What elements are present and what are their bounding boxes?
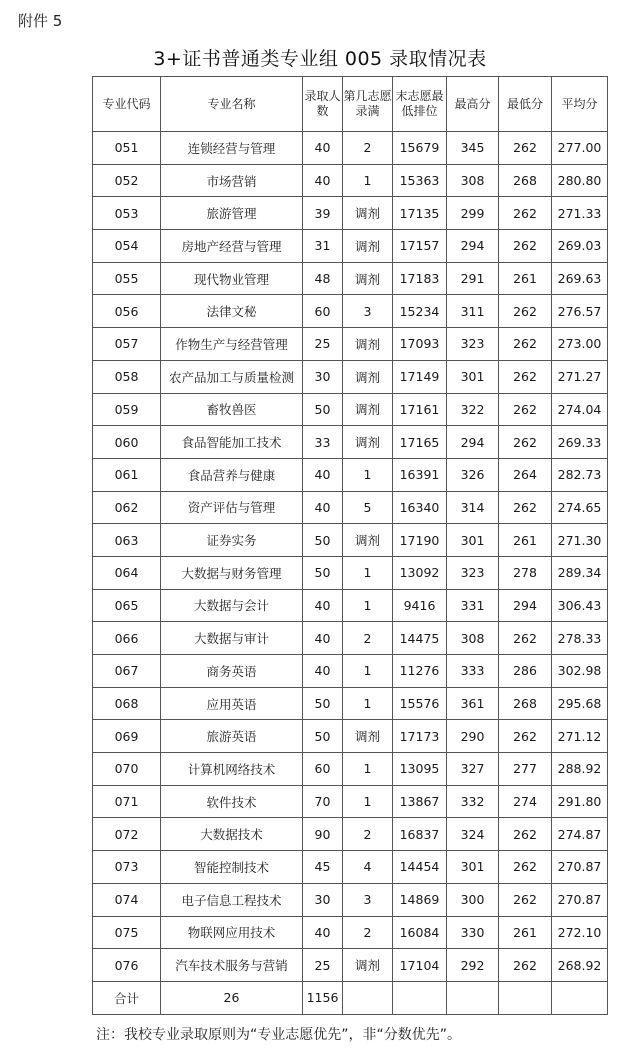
cell-major-name: 作物生产与经营管理	[161, 328, 303, 361]
cell-average-score: 291.80	[552, 785, 608, 818]
cell-lowest-rank: 17190	[393, 524, 447, 557]
table-row	[93, 949, 608, 982]
cell-average-score: 269.63	[552, 262, 608, 295]
cell-major-name: 商务英语	[161, 655, 303, 688]
cell-highest-score: 322	[447, 393, 499, 426]
cell-lowest-rank: 17157	[393, 230, 447, 263]
cell-lowest-rank: 15363	[393, 164, 447, 197]
cell-average-score: 278.33	[552, 622, 608, 655]
empty-cell	[552, 981, 608, 1014]
table-row	[93, 753, 608, 786]
cell-major-name: 软件技术	[161, 785, 303, 818]
total-label: 合计	[93, 981, 161, 1014]
cell-highest-score: 333	[447, 655, 499, 688]
cell-choice-filled: 调剂	[343, 328, 393, 361]
cell-lowest-score: 262	[499, 491, 552, 524]
cell-highest-score: 326	[447, 458, 499, 491]
empty-cell	[343, 981, 393, 1014]
cell-average-score: 272.10	[552, 916, 608, 949]
cell-average-score: 282.73	[552, 458, 608, 491]
cell-major-name: 市场营销	[161, 164, 303, 197]
cell-major-name: 连锁经营与管理	[161, 132, 303, 165]
table-row	[93, 393, 608, 426]
cell-admitted-count: 40	[303, 589, 343, 622]
cell-lowest-score: 262	[499, 818, 552, 851]
cell-average-score: 269.33	[552, 426, 608, 459]
cell-major-code: 064	[93, 556, 161, 589]
cell-lowest-score: 264	[499, 458, 552, 491]
total-row	[93, 981, 608, 1014]
cell-choice-filled: 1	[343, 164, 393, 197]
table-row	[93, 230, 608, 263]
cell-choice-filled: 调剂	[343, 360, 393, 393]
cell-major-code: 060	[93, 426, 161, 459]
cell-major-code: 051	[93, 132, 161, 165]
cell-lowest-score: 262	[499, 295, 552, 328]
cell-choice-filled: 5	[343, 491, 393, 524]
cell-lowest-rank: 16340	[393, 491, 447, 524]
table-row	[93, 360, 608, 393]
table-row	[93, 883, 608, 916]
cell-lowest-rank: 15679	[393, 132, 447, 165]
cell-major-name: 食品智能加工技术	[161, 426, 303, 459]
cell-lowest-score: 262	[499, 720, 552, 753]
cell-choice-filled: 1	[343, 753, 393, 786]
cell-lowest-score: 262	[499, 328, 552, 361]
table-row	[93, 164, 608, 197]
cell-choice-filled: 2	[343, 818, 393, 851]
cell-lowest-rank: 16084	[393, 916, 447, 949]
cell-major-name: 证券实务	[161, 524, 303, 557]
cell-lowest-rank: 17183	[393, 262, 447, 295]
table-row	[93, 262, 608, 295]
cell-choice-filled: 调剂	[343, 393, 393, 426]
cell-major-name: 计算机网络技术	[161, 753, 303, 786]
cell-major-code: 065	[93, 589, 161, 622]
cell-highest-score: 300	[447, 883, 499, 916]
cell-admitted-count: 39	[303, 197, 343, 230]
cell-average-score: 271.33	[552, 197, 608, 230]
cell-lowest-rank: 9416	[393, 589, 447, 622]
cell-lowest-rank: 13867	[393, 785, 447, 818]
cell-admitted-count: 30	[303, 360, 343, 393]
cell-choice-filled: 调剂	[343, 197, 393, 230]
table-row	[93, 589, 608, 622]
cell-average-score: 269.03	[552, 230, 608, 263]
cell-major-name: 大数据与审计	[161, 622, 303, 655]
cell-lowest-score: 262	[499, 622, 552, 655]
empty-cell	[393, 981, 447, 1014]
cell-highest-score: 331	[447, 589, 499, 622]
cell-lowest-score: 277	[499, 753, 552, 786]
cell-choice-filled: 1	[343, 655, 393, 688]
empty-cell	[447, 981, 499, 1014]
cell-major-code: 073	[93, 851, 161, 884]
cell-major-code: 056	[93, 295, 161, 328]
cell-highest-score: 361	[447, 687, 499, 720]
cell-highest-score: 330	[447, 916, 499, 949]
cell-admitted-count: 40	[303, 458, 343, 491]
cell-admitted-count: 33	[303, 426, 343, 459]
table-row	[93, 916, 608, 949]
cell-major-code: 052	[93, 164, 161, 197]
cell-major-code: 057	[93, 328, 161, 361]
table-row	[93, 785, 608, 818]
total-majors: 26	[161, 981, 303, 1014]
cell-choice-filled: 调剂	[343, 524, 393, 557]
cell-highest-score: 314	[447, 491, 499, 524]
cell-average-score: 280.80	[552, 164, 608, 197]
cell-admitted-count: 48	[303, 262, 343, 295]
cell-lowest-score: 262	[499, 393, 552, 426]
cell-choice-filled: 2	[343, 622, 393, 655]
cell-highest-score: 311	[447, 295, 499, 328]
cell-choice-filled: 3	[343, 883, 393, 916]
cell-lowest-rank: 13092	[393, 556, 447, 589]
cell-major-code: 072	[93, 818, 161, 851]
cell-major-name: 农产品加工与质量检测	[161, 360, 303, 393]
footnote: 注：我校专业录取原则为“专业志愿优先”，非“分数优先”。	[96, 1027, 462, 1043]
cell-choice-filled: 1	[343, 785, 393, 818]
cell-admitted-count: 25	[303, 949, 343, 982]
header-lowest-rank: 末志愿最低排位	[393, 77, 447, 132]
cell-lowest-score: 262	[499, 360, 552, 393]
cell-admitted-count: 40	[303, 164, 343, 197]
table-row	[93, 197, 608, 230]
cell-major-code: 053	[93, 197, 161, 230]
cell-major-name: 房地产经营与管理	[161, 230, 303, 263]
cell-major-name: 大数据与财务管理	[161, 556, 303, 589]
cell-admitted-count: 60	[303, 295, 343, 328]
attachment-label: 附件 5	[18, 12, 63, 30]
cell-major-name: 大数据技术	[161, 818, 303, 851]
cell-choice-filled: 1	[343, 556, 393, 589]
cell-admitted-count: 31	[303, 230, 343, 263]
table-body	[93, 132, 608, 982]
cell-major-name: 旅游管理	[161, 197, 303, 230]
table-row	[93, 687, 608, 720]
cell-lowest-rank: 13095	[393, 753, 447, 786]
cell-lowest-score: 274	[499, 785, 552, 818]
cell-major-name: 食品营养与健康	[161, 458, 303, 491]
cell-admitted-count: 60	[303, 753, 343, 786]
table-row	[93, 524, 608, 557]
cell-average-score: 276.57	[552, 295, 608, 328]
cell-lowest-rank: 17104	[393, 949, 447, 982]
cell-lowest-rank: 15576	[393, 687, 447, 720]
cell-lowest-score: 262	[499, 426, 552, 459]
cell-major-code: 069	[93, 720, 161, 753]
cell-lowest-score: 278	[499, 556, 552, 589]
cell-major-name: 汽车技术服务与营销	[161, 949, 303, 982]
cell-admitted-count: 50	[303, 720, 343, 753]
cell-highest-score: 323	[447, 328, 499, 361]
cell-choice-filled: 2	[343, 132, 393, 165]
header-admitted-count: 录取人数	[303, 77, 343, 132]
header-average-score: 平均分	[552, 77, 608, 132]
cell-lowest-rank: 17135	[393, 197, 447, 230]
cell-major-code: 058	[93, 360, 161, 393]
cell-major-code: 063	[93, 524, 161, 557]
page-title: 3+证书普通类专业组 005 录取情况表	[153, 48, 487, 70]
cell-admitted-count: 40	[303, 655, 343, 688]
cell-choice-filled: 1	[343, 458, 393, 491]
header-choice-filled: 第几志愿录满	[343, 77, 393, 132]
cell-major-code: 076	[93, 949, 161, 982]
cell-lowest-score: 286	[499, 655, 552, 688]
cell-highest-score: 308	[447, 622, 499, 655]
cell-admitted-count: 40	[303, 622, 343, 655]
cell-admitted-count: 45	[303, 851, 343, 884]
cell-highest-score: 301	[447, 524, 499, 557]
cell-choice-filled: 1	[343, 687, 393, 720]
cell-admitted-count: 90	[303, 818, 343, 851]
cell-major-code: 071	[93, 785, 161, 818]
cell-average-score: 302.98	[552, 655, 608, 688]
cell-admitted-count: 70	[303, 785, 343, 818]
cell-lowest-rank: 15234	[393, 295, 447, 328]
cell-lowest-rank: 14475	[393, 622, 447, 655]
cell-major-name: 畜牧兽医	[161, 393, 303, 426]
cell-major-name: 物联网应用技术	[161, 916, 303, 949]
cell-major-code: 055	[93, 262, 161, 295]
cell-lowest-score: 262	[499, 883, 552, 916]
table-row	[93, 295, 608, 328]
cell-highest-score: 301	[447, 851, 499, 884]
cell-lowest-rank: 17161	[393, 393, 447, 426]
cell-lowest-rank: 17173	[393, 720, 447, 753]
cell-choice-filled: 调剂	[343, 949, 393, 982]
cell-lowest-rank: 17093	[393, 328, 447, 361]
cell-lowest-score: 268	[499, 164, 552, 197]
cell-highest-score: 292	[447, 949, 499, 982]
cell-major-name: 电子信息工程技术	[161, 883, 303, 916]
header-highest-score: 最高分	[447, 77, 499, 132]
cell-admitted-count: 25	[303, 328, 343, 361]
cell-choice-filled: 1	[343, 589, 393, 622]
cell-admitted-count: 40	[303, 132, 343, 165]
cell-average-score: 271.27	[552, 360, 608, 393]
admission-table	[92, 76, 608, 1015]
header-major-code: 专业代码	[93, 77, 161, 132]
cell-lowest-score: 262	[499, 949, 552, 982]
cell-lowest-score: 262	[499, 132, 552, 165]
table-row	[93, 851, 608, 884]
cell-lowest-score: 294	[499, 589, 552, 622]
cell-major-code: 061	[93, 458, 161, 491]
cell-choice-filled: 调剂	[343, 262, 393, 295]
cell-admitted-count: 40	[303, 916, 343, 949]
cell-choice-filled: 调剂	[343, 426, 393, 459]
cell-admitted-count: 40	[303, 491, 343, 524]
cell-major-name: 智能控制技术	[161, 851, 303, 884]
cell-choice-filled: 4	[343, 851, 393, 884]
cell-highest-score: 294	[447, 230, 499, 263]
table-row	[93, 426, 608, 459]
cell-lowest-score: 261	[499, 524, 552, 557]
table-row	[93, 458, 608, 491]
cell-average-score: 270.87	[552, 851, 608, 884]
cell-admitted-count: 30	[303, 883, 343, 916]
cell-lowest-score: 262	[499, 197, 552, 230]
cell-average-score: 270.87	[552, 883, 608, 916]
table-row	[93, 818, 608, 851]
cell-major-code: 059	[93, 393, 161, 426]
cell-major-name: 旅游英语	[161, 720, 303, 753]
cell-highest-score: 294	[447, 426, 499, 459]
header-lowest-score: 最低分	[499, 77, 552, 132]
cell-major-code: 075	[93, 916, 161, 949]
cell-admitted-count: 50	[303, 393, 343, 426]
cell-choice-filled: 2	[343, 916, 393, 949]
cell-lowest-rank: 14869	[393, 883, 447, 916]
cell-lowest-rank: 14454	[393, 851, 447, 884]
cell-major-code: 062	[93, 491, 161, 524]
cell-lowest-rank: 16391	[393, 458, 447, 491]
cell-major-name: 大数据与会计	[161, 589, 303, 622]
cell-average-score: 274.87	[552, 818, 608, 851]
cell-highest-score: 299	[447, 197, 499, 230]
cell-average-score: 277.00	[552, 132, 608, 165]
cell-average-score: 274.65	[552, 491, 608, 524]
total-students: 1156	[303, 981, 343, 1014]
header-major-name: 专业名称	[161, 77, 303, 132]
cell-highest-score: 291	[447, 262, 499, 295]
table-row	[93, 720, 608, 753]
cell-lowest-score: 261	[499, 262, 552, 295]
cell-average-score: 289.34	[552, 556, 608, 589]
header-row	[93, 77, 608, 132]
cell-highest-score: 327	[447, 753, 499, 786]
cell-major-code: 067	[93, 655, 161, 688]
table-row	[93, 655, 608, 688]
cell-highest-score: 324	[447, 818, 499, 851]
cell-average-score: 295.68	[552, 687, 608, 720]
cell-lowest-rank: 17165	[393, 426, 447, 459]
cell-average-score: 273.00	[552, 328, 608, 361]
table-row	[93, 622, 608, 655]
cell-lowest-rank: 11276	[393, 655, 447, 688]
cell-lowest-score: 268	[499, 687, 552, 720]
cell-highest-score: 308	[447, 164, 499, 197]
cell-average-score: 288.92	[552, 753, 608, 786]
cell-major-code: 054	[93, 230, 161, 263]
cell-major-code: 074	[93, 883, 161, 916]
cell-choice-filled: 调剂	[343, 720, 393, 753]
cell-highest-score: 323	[447, 556, 499, 589]
cell-lowest-score: 261	[499, 916, 552, 949]
cell-average-score: 268.92	[552, 949, 608, 982]
cell-major-code: 068	[93, 687, 161, 720]
cell-highest-score: 345	[447, 132, 499, 165]
cell-highest-score: 332	[447, 785, 499, 818]
cell-major-name: 应用英语	[161, 687, 303, 720]
cell-major-code: 070	[93, 753, 161, 786]
cell-lowest-score: 262	[499, 230, 552, 263]
table-row	[93, 132, 608, 165]
cell-lowest-score: 262	[499, 851, 552, 884]
cell-average-score: 306.43	[552, 589, 608, 622]
cell-average-score: 271.12	[552, 720, 608, 753]
cell-lowest-rank: 16837	[393, 818, 447, 851]
cell-average-score: 274.04	[552, 393, 608, 426]
cell-admitted-count: 50	[303, 524, 343, 557]
cell-highest-score: 290	[447, 720, 499, 753]
cell-lowest-rank: 17149	[393, 360, 447, 393]
cell-admitted-count: 50	[303, 687, 343, 720]
cell-major-name: 现代物业管理	[161, 262, 303, 295]
table-row	[93, 491, 608, 524]
cell-major-name: 资产评估与管理	[161, 491, 303, 524]
cell-average-score: 271.30	[552, 524, 608, 557]
cell-admitted-count: 50	[303, 556, 343, 589]
cell-major-name: 法律文秘	[161, 295, 303, 328]
table-row	[93, 328, 608, 361]
empty-cell	[499, 981, 552, 1014]
cell-choice-filled: 调剂	[343, 230, 393, 263]
table-row	[93, 556, 608, 589]
cell-highest-score: 301	[447, 360, 499, 393]
cell-choice-filled: 3	[343, 295, 393, 328]
cell-major-code: 066	[93, 622, 161, 655]
